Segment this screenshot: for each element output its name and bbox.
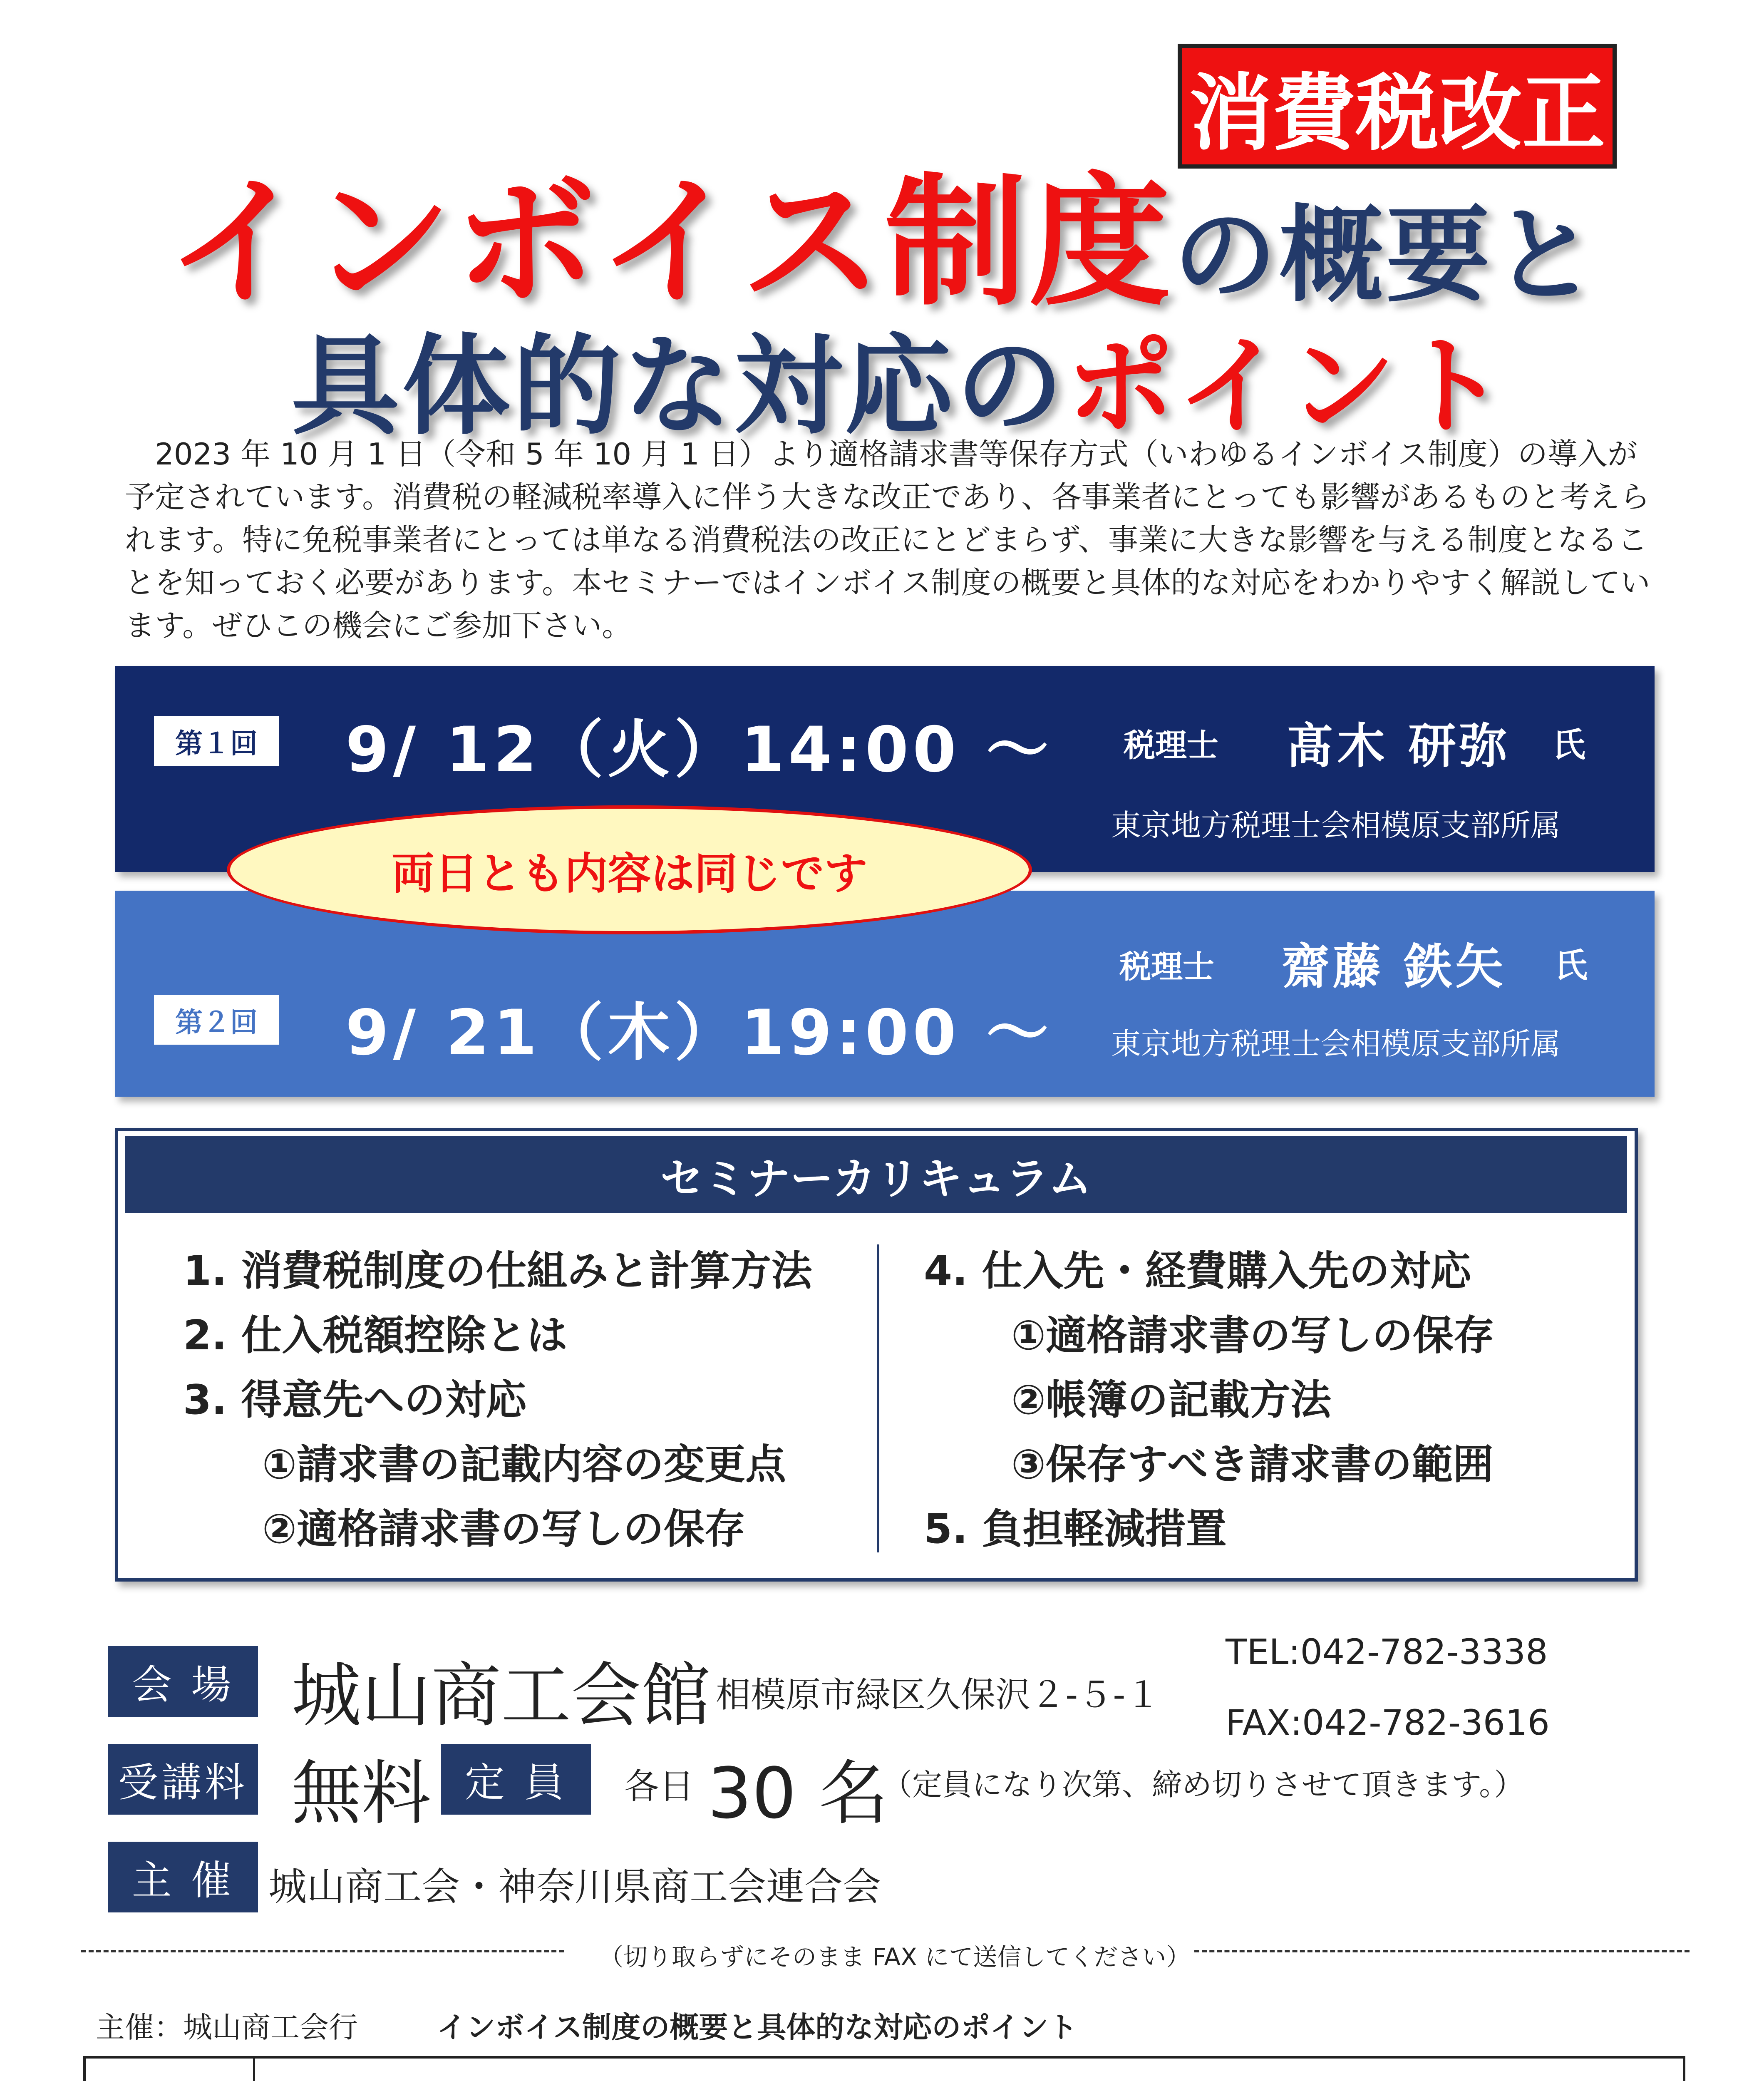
- cut-line-right: [1194, 1950, 1690, 1952]
- session-2-affiliation: 東京地方税理士会相模原支部所属: [1111, 1026, 1561, 1061]
- session-1-affiliation: 東京地方税理士会相模原支部所属: [1111, 808, 1561, 843]
- date-option-2[interactable]: [1078, 2073, 1383, 2081]
- date-option-1[interactable]: [541, 2073, 846, 2081]
- title-suffix: の概要と: [1173, 195, 1599, 316]
- session-1-datetime: 9/ 12（火）14:00 ～: [345, 714, 1053, 786]
- session-2-honorific: 氏: [1554, 946, 1588, 985]
- form-organizer-line: 主催：城山商工会行: [96, 2010, 358, 2044]
- form-title: インボイス制度の概要と具体的な対応のポイント: [437, 2010, 1078, 2044]
- capacity-value: 30 名: [707, 1753, 889, 1834]
- tax-reform-badge: 消費税改正: [1178, 44, 1617, 169]
- capacity-note: （定員になり次第、締め切りさせて頂きます。）: [882, 1767, 1524, 1802]
- session-2-badge: 第２回: [154, 995, 279, 1045]
- title2-red: ポイント: [1066, 324, 1509, 449]
- capacity-label: 定 員: [441, 1744, 591, 1815]
- curriculum-subitem: ③保存すべき請求書の範囲: [1011, 1441, 1494, 1488]
- fee-label: 受講料: [108, 1744, 258, 1815]
- venue-tel: TEL:042-782-3338: [1226, 1632, 1548, 1672]
- curriculum-item: 2. 仕入税額控除とは: [183, 1312, 568, 1359]
- cut-note: （切り取らずにそのまま FAX にて送信してください）: [599, 1943, 1191, 1971]
- curriculum-item: 5. 負担軽減措置: [924, 1505, 1227, 1553]
- session-1-title-prefix: 税理士: [1124, 727, 1218, 764]
- session-2-title-prefix: 税理士: [1119, 948, 1214, 985]
- sub-title: [291, 300, 1509, 449]
- fee-value: 無料: [291, 1753, 431, 1834]
- cut-line-left: [81, 1950, 564, 1952]
- organizer-value: 城山商工会・神奈川県商工会連合会: [268, 1865, 881, 1909]
- curriculum-item: 4. 仕入先・経費購入先の対応: [924, 1247, 1471, 1295]
- session-2-datetime: 9/ 21（木）19:00 ～: [345, 997, 1053, 1069]
- venue-address: 相模原市緑区久保沢２-５-１: [716, 1674, 1161, 1715]
- venue-label: 会 場: [108, 1646, 258, 1717]
- session-2-lecturer: 齋藤 鉄矢: [1282, 939, 1507, 995]
- main-title: [166, 129, 1599, 325]
- session-1-badge: 第１回: [154, 716, 279, 766]
- curriculum-divider: [877, 1244, 879, 1552]
- date-label: [86, 2059, 252, 2081]
- application-form: [83, 2056, 1685, 2081]
- capacity-prefix: 各日: [624, 1766, 695, 1807]
- curriculum-subitem: ①請求書の記載内容の変更点: [262, 1441, 786, 1488]
- form-column-divider: [253, 2056, 255, 2081]
- curriculum-subitem: ①適格請求書の写しの保存: [1011, 1312, 1494, 1359]
- curriculum-heading: セミナーカリキュラム: [125, 1136, 1627, 1213]
- curriculum-item: 3. 得意先への対応: [183, 1376, 527, 1424]
- venue-fax: FAX:042-782-3616: [1226, 1702, 1550, 1743]
- session-1-honorific: 氏: [1552, 725, 1585, 764]
- intro-paragraph: 2023 年 10 月 1 日（令和 5 年 10 月 1 日）より適格請求書等保存方式（いわゆるインボイス制度）の導入が予定されています。消費税の軽減税率導入に伴う大きな改正であり、各事業者にとっても影響があるものと考えられます。特に免税事業者にとっては単なる消費税法の改正にとどまらず、事業に大きな影響を与える制度となることを知っておく必要があります。本セミナーではインボイス制度の概要と具体的な対応をわかりやすく解説しています。ぜひこの機会にご参加下さい。: [125, 437, 1650, 643]
- curriculum-item: 1. 消費税制度の仕組みと計算方法: [183, 1247, 812, 1295]
- organizer-label: 主 催: [108, 1842, 258, 1912]
- title2-navy: 具体的な対応の: [291, 324, 1066, 449]
- title-invoice: インボイス制度: [166, 160, 1173, 325]
- curriculum-subitem: ②帳簿の記載方法: [1011, 1376, 1331, 1424]
- date-separator: [961, 2073, 1001, 2081]
- same-content-callout: 両日とも内容は同じです: [227, 805, 1032, 934]
- curriculum-subitem: ②適格請求書の写しの保存: [262, 1505, 745, 1553]
- session-1-lecturer: 髙木 研弥: [1286, 718, 1511, 774]
- venue-name: 城山商工会館: [291, 1655, 711, 1736]
